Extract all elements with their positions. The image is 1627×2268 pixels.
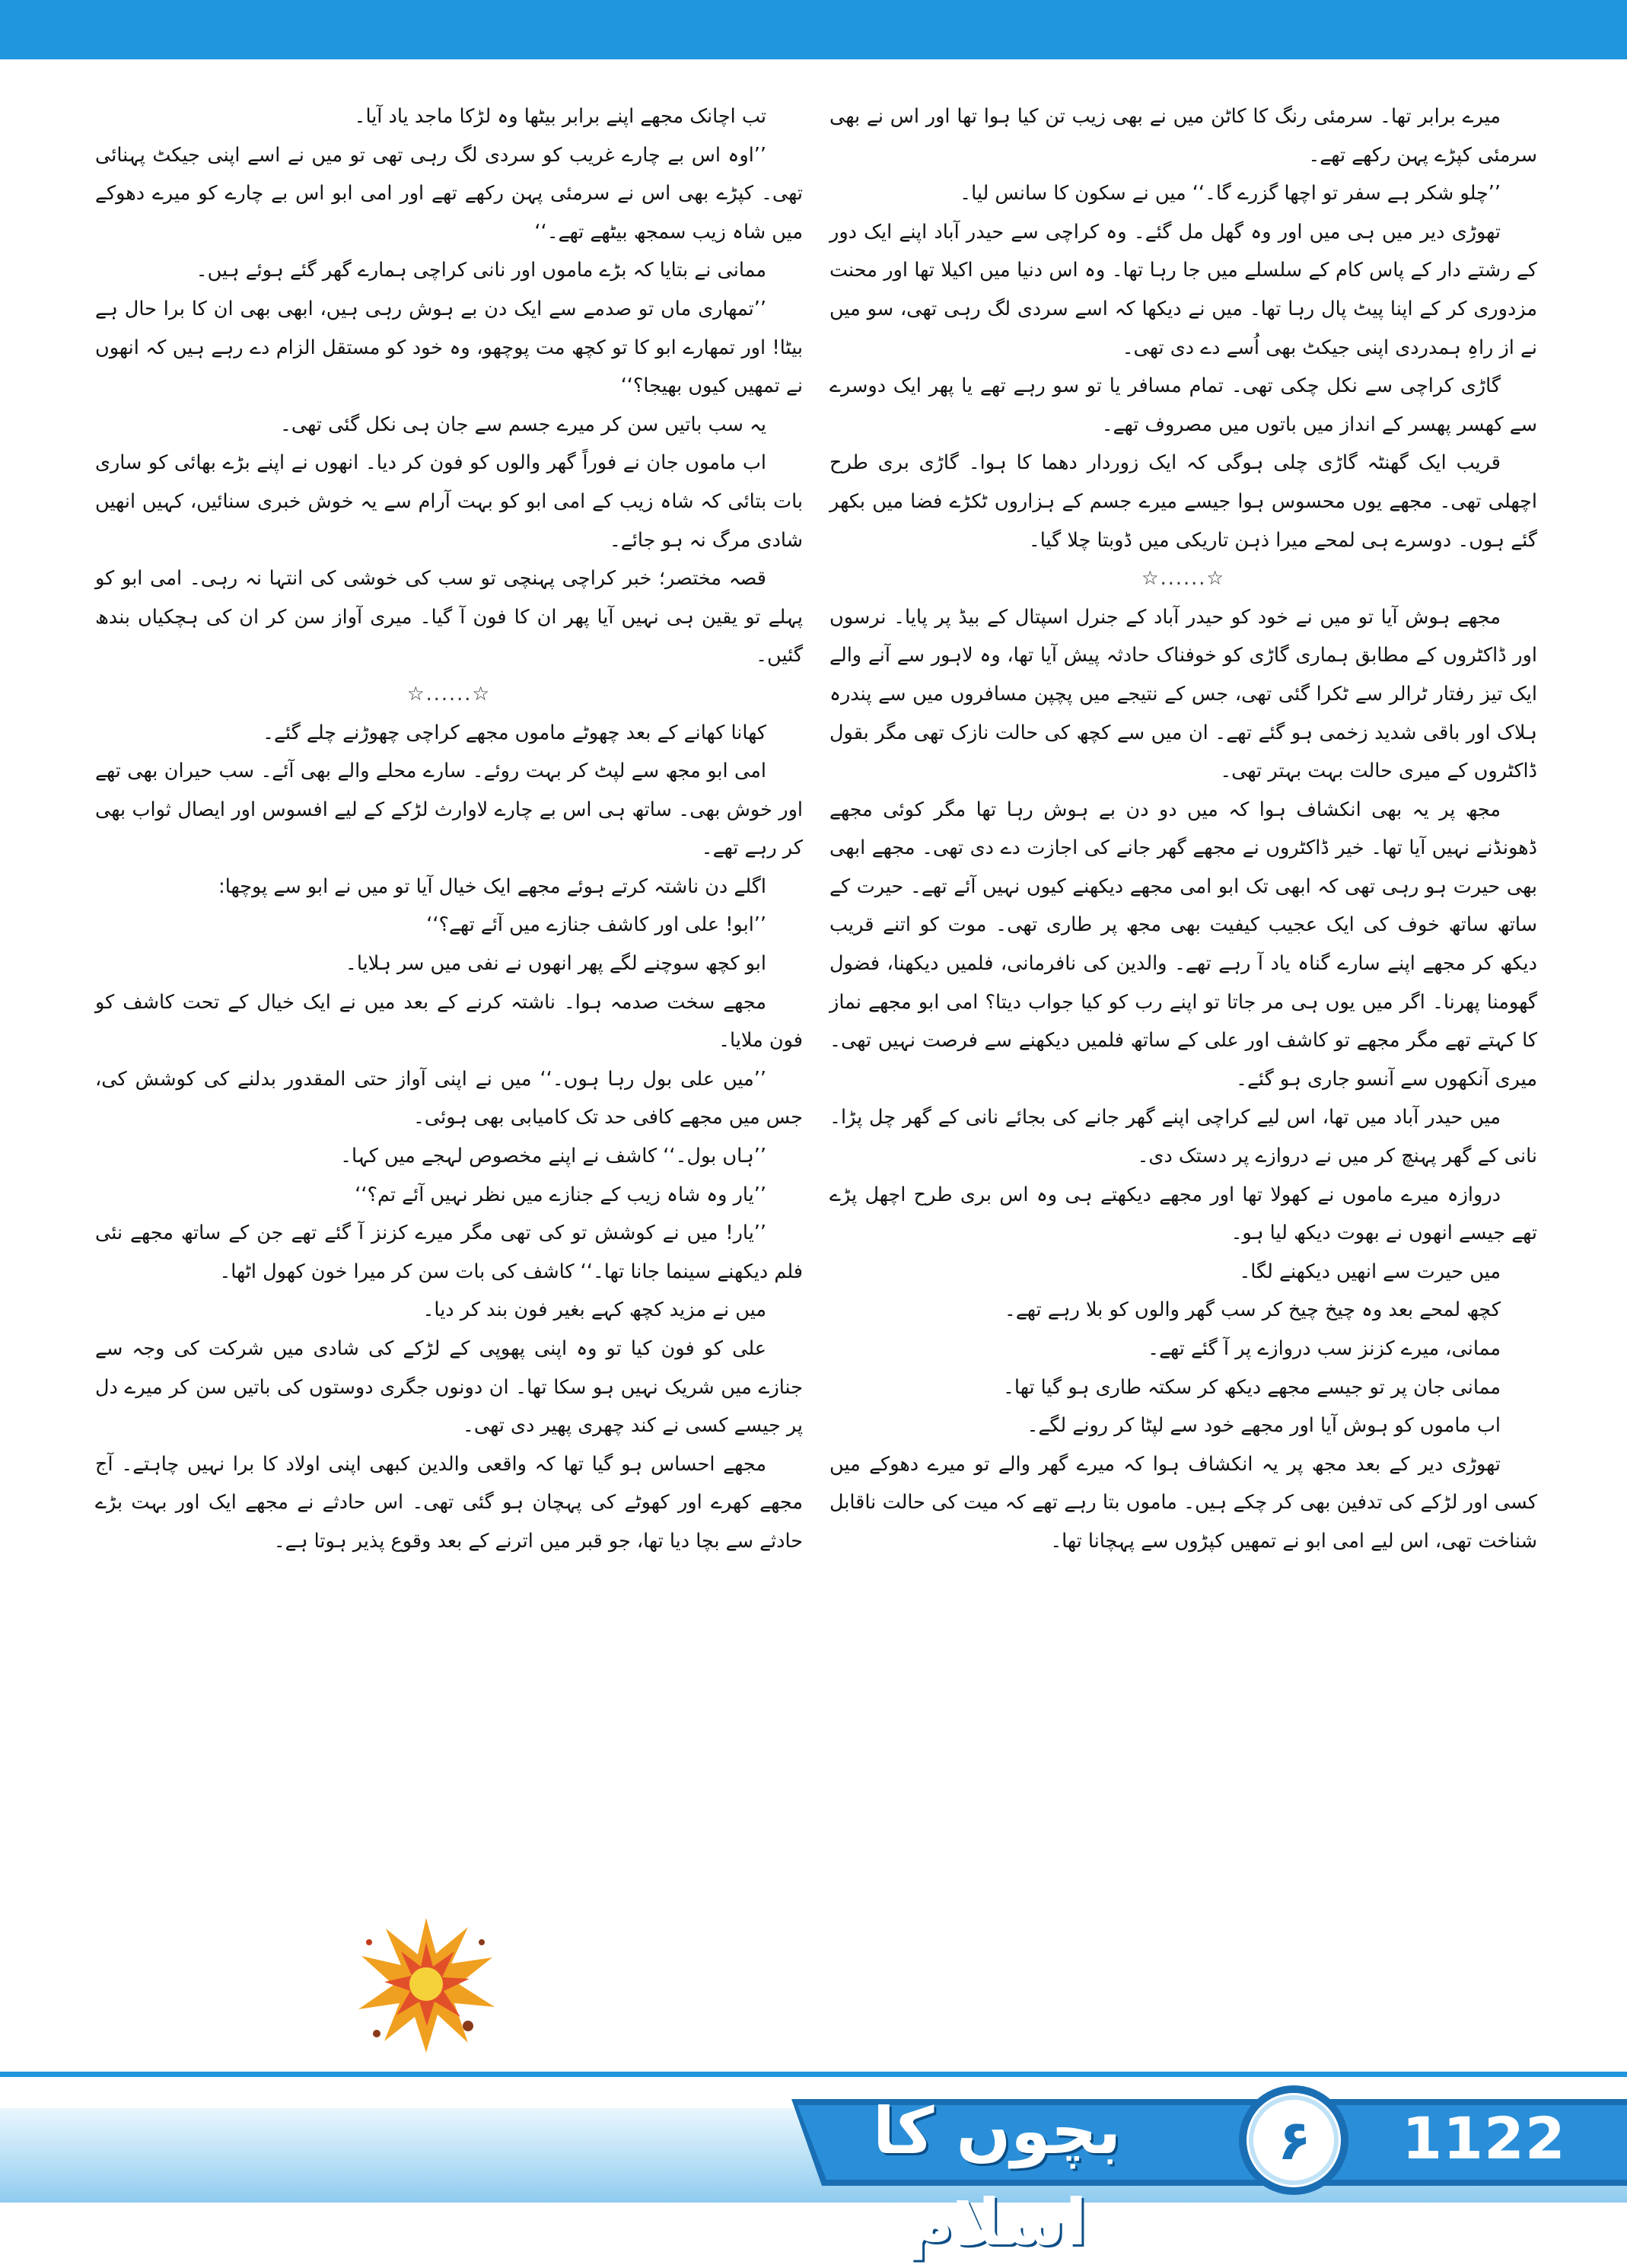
section-separator: ☆......☆	[406, 682, 492, 706]
paragraph: مجھ پر یہ بھی انکشاف ہوا کہ میں دو دن بے ہوش رہا تھا مگر کوئی مجھے ڈھونڈنے نہیں آیا تھا۔ خیر ڈاکٹروں نے مجھے گھر جانے کی اجازت دے دی تھی۔ مجھے ابھی بھی حیرت ہو رہی تھی کہ ابھی تک ابو امی مجھے دیکھنے کیوں نہیں آئے تھے۔ حیرت کے ساتھ ساتھ خوف کی ایک عجیب کیفیت بھی مجھ پر طاری تھی۔ موت کو اتنے قریب دیکھ کر مجھے اپنے سارے گناہ یاد آ رہے تھے۔ والدین کی نافرمانی، فلمیں دیکھنا، فضول گھومنا پھرنا۔ اگر میں یوں ہی مر جاتا تو اپنے رب کو کیا جواب دیتا؟ امی ابو مجھے نماز کا کہتے تھے مگر مجھے تو کاشف اور علی کے ساتھ فلمیں دیکھنے سے فرصت نہیں تھی۔ میری آنکھوں سے آنسو جاری ہو گئے۔	[829, 798, 1537, 1091]
paragraph: ’’میں علی بول رہا ہوں۔‘‘ میں نے اپنی آواز حتی المقدور بدلنے کی کوشش کی، جس میں مجھے کافی حد تک کامیابی بھی ہوئی۔	[95, 1067, 803, 1129]
paragraph: اگلے دن ناشتہ کرتے ہوئے مجھے ایک خیال آیا تو میں نے ابو سے پوچھا:	[218, 874, 766, 898]
paragraph: ’’اوہ اس بے چارے غریب کو سردی لگ رہی تھی تو میں نے اسے اپنی جیکٹ پہنائی تھی۔ کپڑے بھی اس نے سرمئی پہن رکھے تھے اور امی ابو اس بے چارے کو میرے دھوکے میں شاہ زیب سمجھ بیٹھے تھے۔‘‘	[95, 143, 803, 244]
paragraph: میں حیدر آباد میں تھا، اس لیے کراچی اپنے گھر جانے کی بجائے نانی کے گھر چل پڑا۔ نانی کے گھر پہنچ کر میں نے دروازے پر دستک دی۔	[829, 1106, 1537, 1168]
paragraph: قریب ایک گھنٹہ گاڑی چلی ہوگی کہ ایک زوردار دھما کا ہوا۔ گاڑی بری طرح اچھلی تھی۔ مجھے یوں محسوس ہوا جیسے میرے جسم کے ہزاروں ٹکڑے فضا میں بکھر گئے ہوں۔ دوسرے ہی لمحے میرا ذہن تاریکی میں ڈوبتا چلا گیا۔	[829, 451, 1537, 552]
magazine-title: بچوں کا اسلام	[872, 2094, 1122, 2260]
page-number: 1122	[1402, 2104, 1566, 2172]
paragraph: میں حیرت سے انھیں دیکھنے لگا۔	[1239, 1260, 1501, 1283]
paragraph: ’’یار وہ شاہ زیب کے جنازے میں نظر نہیں آئے تم؟‘‘	[355, 1183, 766, 1206]
paragraph: مجھے ہوش آیا تو میں نے خود کو حیدر آباد کے جنرل اسپتال کے بیڈ پر پایا۔ نرسوں اور ڈاکٹروں کے مطابق ہماری گاڑی کو خوفناک حادثہ پیش آیا تھا، وہ لاہور سے آنے والے ایک تیز رفتار ٹرالر سے ٹکرا گئی تھی، جس کے نتیجے میں پچپن مسافروں میں سے پندرہ ہلاک اور باقی شدید زخمی ہو گئے تھے۔ ان میں سے کچھ کی حالت نازک تھی مگر بقول ڈاکٹروں کے میری حالت بہت بہتر تھی۔	[829, 605, 1537, 783]
section-separator: ☆......☆	[1141, 567, 1226, 591]
paragraph: ’’ہاں بول۔‘‘ کاشف نے اپنے مخصوص لہجے میں کہا۔	[340, 1145, 766, 1168]
issue-badge: ۶	[1278, 2108, 1311, 2172]
splash-burst-icon	[354, 1912, 498, 2056]
top-color-bar	[0, 0, 1627, 59]
paragraph: میرے برابر تھا۔ سرمئی رنگ کا کاٹن میں نے بھی زیب تن کیا ہوا تھا اور اس نے بھی سرمئی کپڑے پہن رکھے تھے۔	[829, 105, 1537, 167]
paragraph: ’’چلو شکر ہے سفر تو اچھا گزرے گا۔‘‘ میں نے سکون کا سانس لیا۔	[960, 182, 1501, 205]
paragraph: قصہ مختصر؛ خبر کراچی پہنچی تو سب کی خوشی کی انتہا نہ رہی۔ امی ابو کو پہلے تو یقین ہی نہیں آیا پھر ان کا فون آ گیا۔ میری آواز سن کر ان کی ہچکیاں بندھ گئیں۔	[95, 567, 803, 667]
paragraph: اب ماموں کو ہوش آیا اور مجھے خود سے لپٹا کر رونے لگے۔	[1027, 1414, 1501, 1438]
paragraph: تھوڑی دیر میں ہی میں اور وہ گھل مل گئے۔ وہ کراچی سے حیدر آباد اپنے ایک دور کے رشتے دار کے پاس کام کے سلسلے میں جا رہا تھا۔ وہ اس دنیا میں اکیلا تھا اور محنت مزدوری کر کے اپنا پیٹ پال رہا تھا۔ میں نے دیکھا کہ اسے سردی لگ رہی تھی، سو میں نے از راہِ ہمدردی اپنی جیکٹ بھی اُسے دے دی تھی۔	[829, 220, 1537, 359]
paragraph: کھانا کھانے کے بعد چھوٹے ماموں مجھے کراچی چھوڑنے چلے گئے۔	[263, 721, 766, 744]
paragraph: ’’تمھاری ماں تو صدمے سے ایک دن بے ہوش رہی ہیں، ابھی بھی ان کا برا حال ہے بیٹا! اور تمھارے ابو کا تو کچھ مت پوچھو، وہ خود کو مستقل الزام دے رہے ہیں کہ انھوں نے تمھیں کیوں بھیجا؟‘‘	[95, 297, 803, 398]
paragraph: ممانی، میرے کزنز سب دروازے پر آ گئے تھے۔	[1148, 1337, 1501, 1360]
paragraph: دروازہ میرے ماموں نے کھولا تھا اور مجھے دیکھتے ہی وہ اس بری طرح اچھل پڑے تھے جیسے انھوں نے بھوت دیکھ لیا ہو۔	[829, 1183, 1537, 1245]
paragraph: کچھ لمحے بعد وہ چیخ چیخ کر سب گھر والوں کو بلا رہے تھے۔	[1004, 1298, 1501, 1322]
article-column-left	[95, 97, 803, 1561]
paragraph: مجھے احساس ہو گیا تھا کہ واقعی والدین کبھی اپنی اولاد کا برا نہیں چاہتے۔ آج مجھے کھرے اور کھوٹے کی پہچان ہو گئی تھی۔ اس حادثے نے مجھے ایک اور بہت بڑے حادثے سے بچا دیا تھا، جو قبر میں اترنے کے بعد وقوع پذیر ہوتا ہے۔	[95, 1452, 803, 1553]
paragraph: علی کو فون کیا تو وہ اپنی پھوپی کے لڑکے کی شادی میں شرکت کی وجہ سے جنازے میں شریک نہیں ہو سکا تھا۔ ان دونوں جگری دوستوں کی باتیں سن کر میرے دل پر جیسے کسی نے کند چھری پھیر دی تھی۔	[95, 1337, 803, 1438]
article-column-right	[829, 97, 1537, 1561]
paragraph: ’’ابو! علی اور کاشف جنازے میں آئے تھے؟‘‘	[426, 913, 766, 937]
paragraph: میں نے مزید کچھ کہے بغیر فون بند کر دیا۔	[422, 1298, 766, 1322]
paragraph: ممانی نے بتایا کہ بڑے ماموں اور نانی کراچی ہمارے گھر گئے ہوئے ہیں۔	[196, 259, 766, 282]
paragraph: ’’یار! میں نے کوشش تو کی تھی مگر میرے کزنز آ گئے تھے جن کے ساتھ مجھے نئی فلم دیکھنے سینما جانا تھا۔‘‘ کاشف کی بات سن کر میرا خون کھول اٹھا۔	[95, 1222, 803, 1283]
paragraph: تب اچانک مجھے اپنے برابر بیٹھا وہ لڑکا ماجد یاد آیا۔	[354, 105, 766, 128]
paragraph: امی ابو مجھ سے لپٹ کر بہت روئے۔ سارے محلے والے بھی آئے۔ سب حیران بھی تھے اور خوش بھی۔ ساتھ ہی اس بے چارے لاوارث لڑکے کے لیے افسوس اور ایصال ثواب بھی کر رہے تھے۔	[95, 760, 803, 860]
paragraph: تھوڑی دیر کے بعد مجھ پر یہ انکشاف ہوا کہ میرے گھر والے تو میرے دھوکے میں کسی اور لڑکے کی تدفین بھی کر چکے ہیں۔ ماموں بتا رہے تھے کہ میت کی حالت ناقابل شناخت تھی، اس لیے امی ابو نے تمھیں کپڑوں سے پہچانا تھا۔	[829, 1452, 1537, 1553]
paragraph: ممانی جان پر تو جیسے مجھے دیکھ کر سکتہ طاری ہو گیا تھا۔	[1002, 1375, 1501, 1399]
paragraph: مجھے سخت صدمہ ہوا۔ ناشتہ کرنے کے بعد میں نے ایک خیال کے تحت کاشف کو فون ملایا۔	[95, 990, 803, 1053]
paragraph: گاڑی کراچی سے نکل چکی تھی۔ تمام مسافر یا تو سو رہے تھے یا پھر ایک دوسرے سے کھسر پھسر کے انداز میں باتوں میں مصروف تھے۔	[829, 374, 1537, 436]
paragraph: اب ماموں جان نے فوراً گھر والوں کو فون کر دیا۔ انھوں نے اپنے بڑے بھائی کو ساری بات بتائی کہ شاہ زیب کے امی ابو کو بہت آرام سے یہ خوش خبری سنائیں، کہیں انھیں شادی مرگ نہ ہو جائے۔	[95, 451, 803, 552]
paragraph: ابو کچھ سوچنے لگے پھر انھوں نے نفی میں سر ہلایا۔	[345, 952, 766, 976]
paragraph: یہ سب باتیں سن کر میرے جسم سے جان ہی نکل گئی تھی۔	[279, 413, 766, 436]
